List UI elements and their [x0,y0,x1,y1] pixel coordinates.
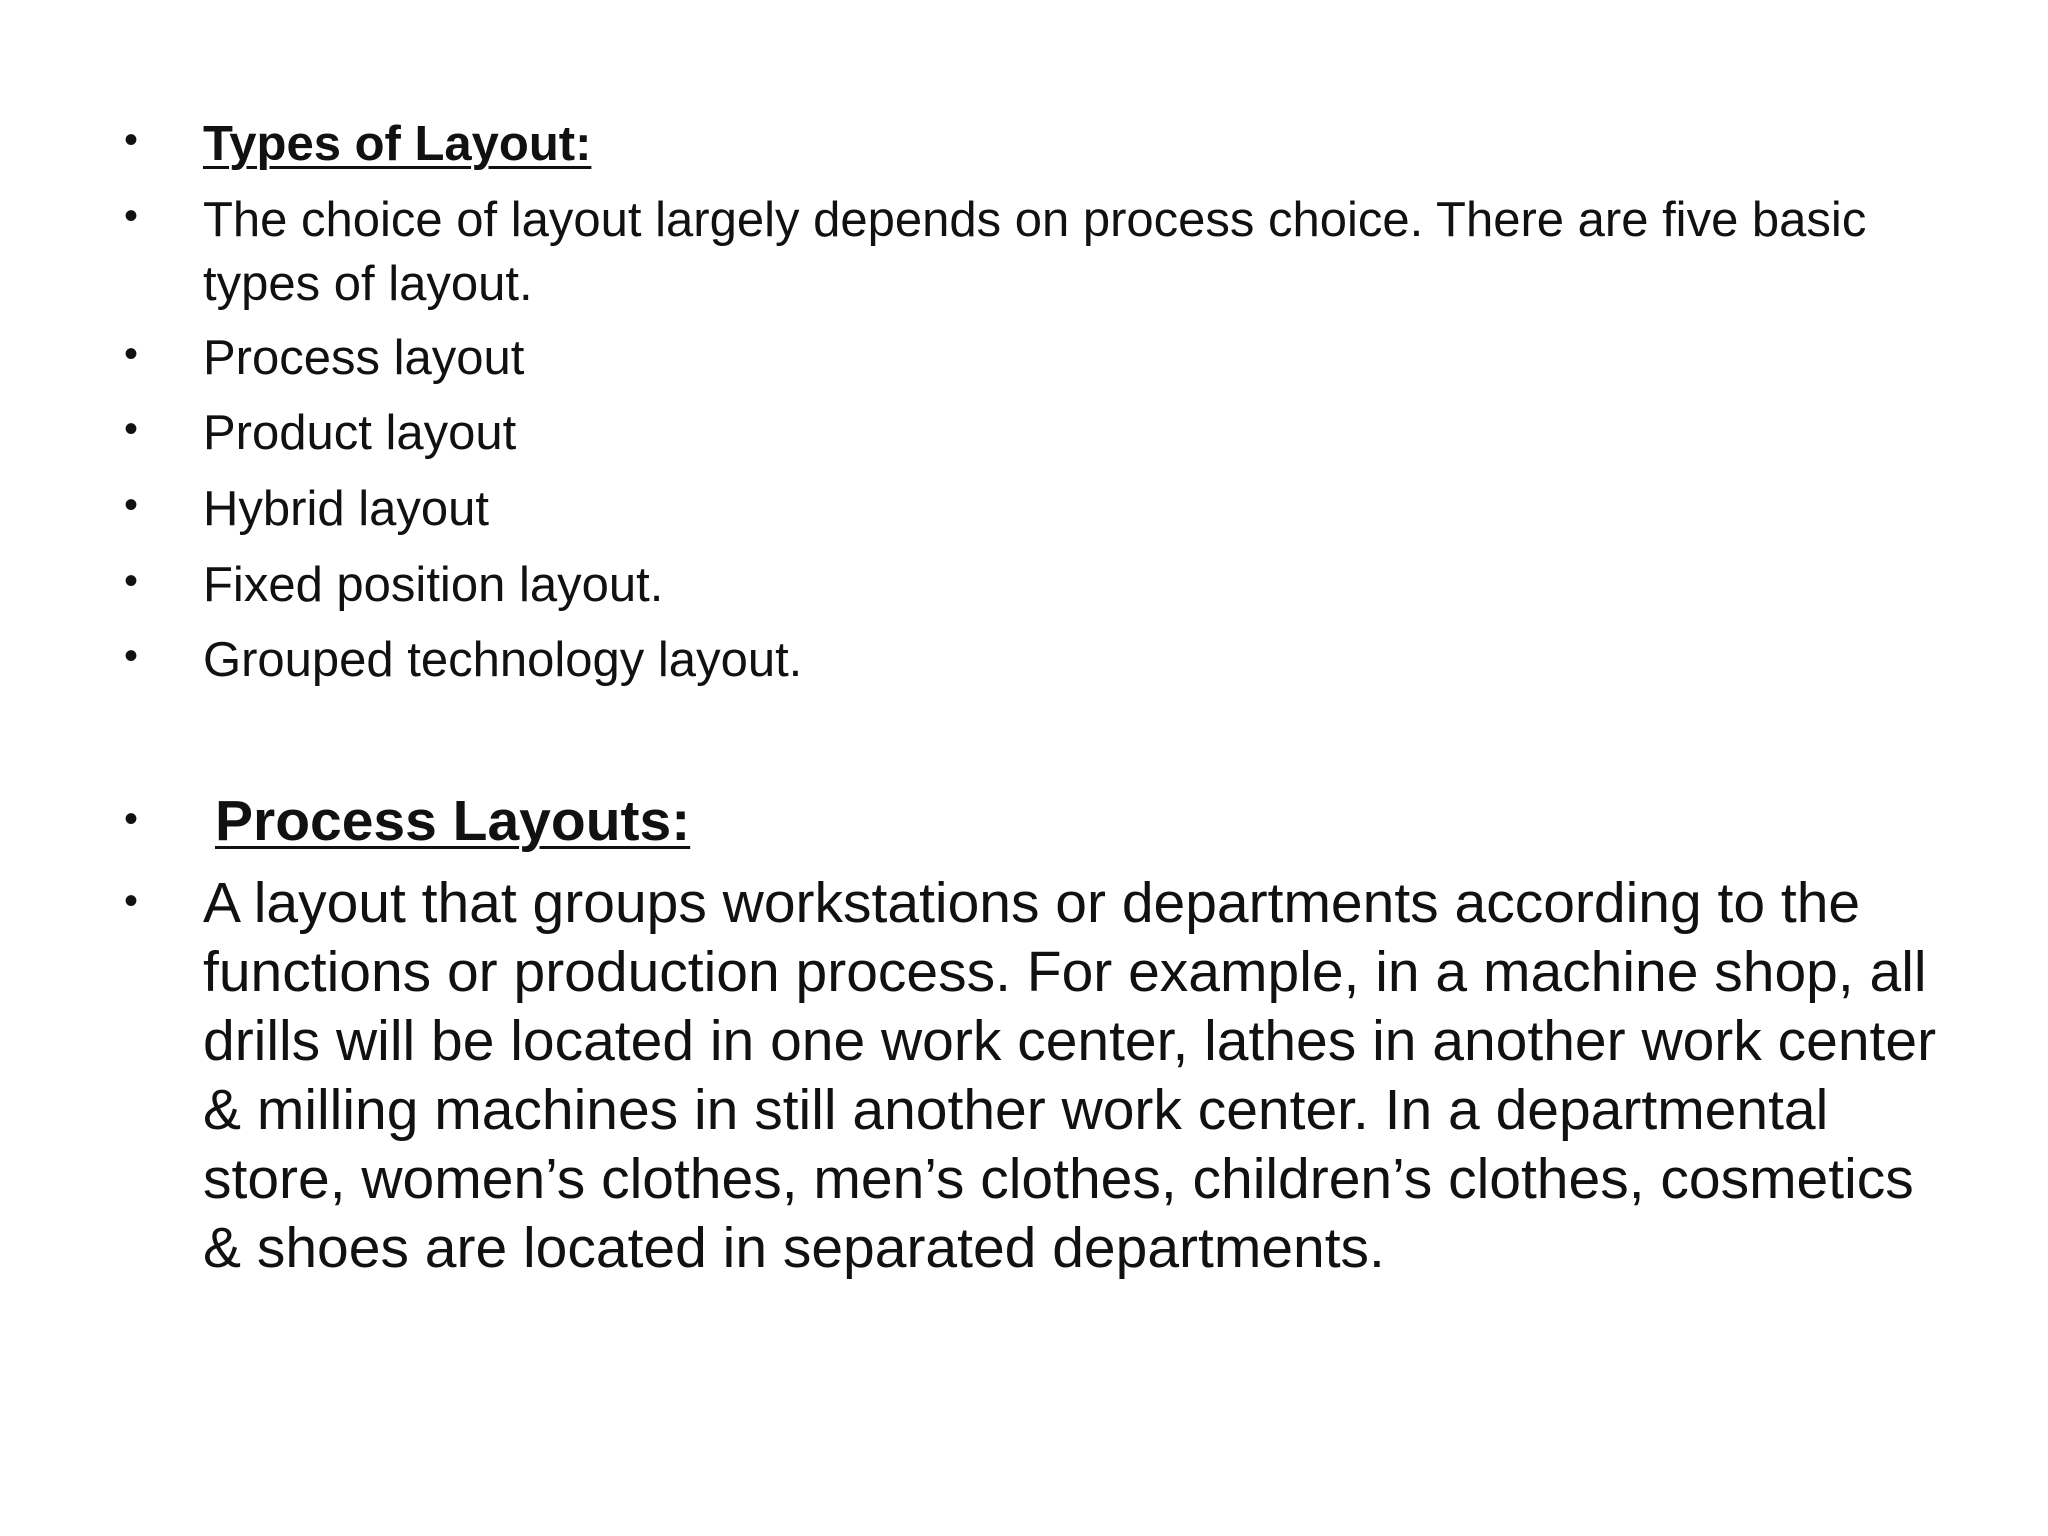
bullet-icon: • [124,332,139,376]
bullet-icon: • [124,634,139,678]
layout-type-label: Process layout [203,331,525,385]
layout-type-label: Hybrid layout [203,482,489,536]
bullet-icon: • [124,559,139,603]
bullet-icon: • [124,797,139,841]
layout-type-label: Product layout [203,406,517,460]
layout-type-label: Grouped technology layout. [203,633,803,687]
section-heading-process-layouts: Process Layouts: [215,789,691,853]
bullet-icon: • [124,879,139,923]
bullet-icon: • [124,194,139,238]
bullet-icon: • [124,483,139,527]
process-layouts-description: A layout that groups workstations or departments according to the functions or production process. For example, in a machine shop, all drills will be located in one work center, lathes in another work center & milling machines in still another work center. In a departmental store, women’s clothes, men’s clothes, children’s clothes, cosmetics & shoes are located in separated departments. [203,871,1937,1280]
bullet-icon: • [124,407,139,451]
bullet-icon: • [124,118,139,162]
intro-text: The choice of layout largely depends on process choice. There are five basic types of layout. [203,193,1867,311]
layout-type-label: Fixed position layout. [203,558,664,612]
section-heading-types-of-layout: Types of Layout: [203,117,592,171]
